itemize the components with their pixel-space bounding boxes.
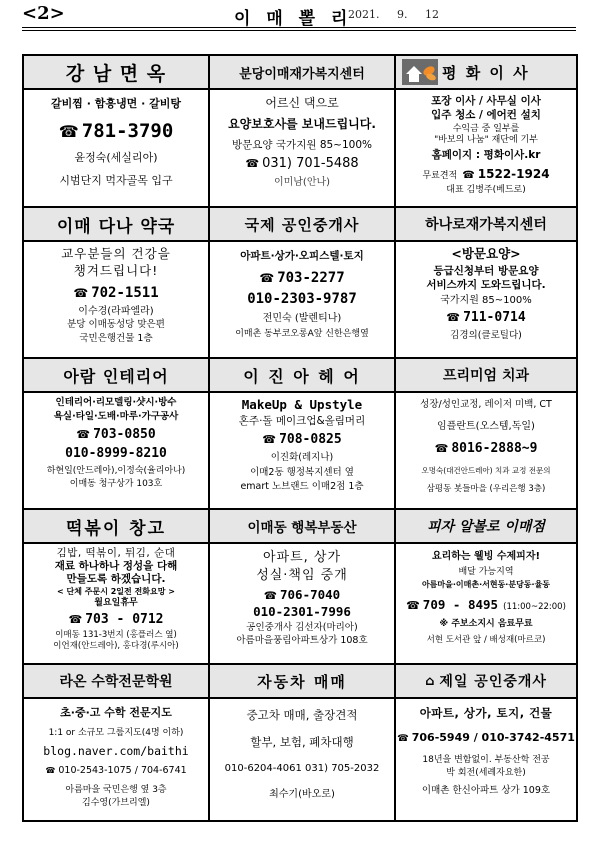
ad-line: 교우분들의 건강을: [61, 246, 171, 261]
ad-grid: [22, 54, 578, 822]
ad-car-dealer: [210, 665, 396, 820]
ad-address: 분당 이매동성당 맞은편: [67, 319, 165, 331]
ad-line: 중고차 매매, 출장견적: [246, 708, 358, 722]
ad-line: 요리하는 웰빙 수제피자!: [431, 551, 541, 562]
ad-phone: 703-2277: [277, 270, 345, 287]
ad-line: MakeUp & Upstyle: [241, 397, 363, 412]
ad-phone: 781-3790: [81, 119, 174, 142]
phone-icon: ☎: [245, 156, 260, 170]
phone-icon: ☎: [45, 766, 56, 776]
ad-title: 제일 공인중개사: [439, 674, 547, 690]
ad-haengbok-realty: [210, 510, 396, 665]
ad-mobile: 010-8999-8210: [65, 445, 167, 461]
ad-line: 요양보호사를 보내드립니다.: [228, 116, 376, 131]
ad-owner: 대표 김병주(베드로): [446, 185, 526, 196]
ad-line: 성실·책임 중개: [256, 567, 348, 583]
ad-owner: 이언재(안드레아), 홍다경(루시아): [53, 641, 179, 652]
ad-owner: 박 회전(세례자요한): [446, 768, 526, 779]
ad-line: 혼주·돌 메이크업&올림머리: [238, 415, 366, 428]
ad-mobile: 010-2303-9787: [247, 291, 357, 308]
ad-title: 분당이매재가복지센터: [210, 56, 394, 90]
header-rule: [22, 27, 576, 28]
ad-dana-pharmacy: [24, 208, 210, 359]
ad-line: 1:1 or 소규모 그룹지도(4명 이하): [48, 727, 184, 738]
ad-phone: 010-2543-1075 / 704-6741: [58, 765, 187, 777]
phone-icon: ☎: [259, 271, 275, 286]
ad-owner: 이수경(라파엘라): [78, 305, 154, 317]
ad-address: 아름마을풍림아파트상가 108호: [236, 634, 368, 646]
ad-pizza-alvolo: [396, 510, 576, 665]
publication-name: 이 매 뽈 리: [234, 9, 353, 29]
ad-phone: 031) 701-5488: [262, 155, 359, 171]
ad-line: 월요일휴무: [94, 598, 138, 609]
phone-icon: ☎: [262, 433, 277, 447]
ad-line: 등급신청부터 방문요양: [433, 265, 539, 278]
phone-icon: ☎: [68, 612, 83, 626]
house-icon: ⌂: [425, 673, 436, 689]
ad-line: 수익금 중 일부를: [452, 124, 520, 135]
phone-icon: ☎: [58, 121, 79, 141]
ad-title: 피자 알볼로 이매점: [396, 510, 576, 544]
ad-title: 프리미엄 치과: [396, 359, 576, 393]
ad-line: 챙겨드립니다!: [73, 263, 159, 279]
ad-line: 성장/성인교정, 레이저 미백, CT: [420, 399, 552, 410]
ad-line: 아파트·상가·오피스텔·토지: [240, 250, 364, 262]
ad-hanaro-welfare: [396, 208, 576, 359]
ad-address: 삼평동 봇들마을 (우리은행 3층): [426, 483, 546, 494]
phone-icon: ☎: [397, 733, 409, 745]
ad-title: 아람 인테리어: [24, 359, 208, 393]
ad-line: 포장 이사 / 사무실 이사: [431, 95, 541, 107]
ad-address: 이매2동 행정복지센터 옆: [250, 467, 354, 479]
ad-line: ※ 주보소지시 음료무료: [439, 619, 533, 630]
ad-title: 라온 수학전문학원: [24, 665, 208, 699]
ad-tteokbokki-changgo: [24, 510, 210, 665]
ad-address: 아름마을 국민은행 옆 3층: [65, 785, 167, 796]
ad-line: 어르신 댁으로: [265, 96, 339, 110]
ad-bundang-imae-welfare: [210, 56, 396, 208]
ad-phone: 8016-2888~9: [451, 441, 538, 457]
house-leaf-logo-icon: [402, 59, 438, 85]
phone-icon: ☎: [263, 588, 277, 602]
ad-line: 재료 하나하나 정성을 다해: [54, 560, 178, 573]
ad-owner: 하현일(안드레아),이정숙(율리아나): [46, 465, 186, 476]
ad-title: 이매 다나 약국: [24, 208, 208, 242]
ad-menu: 갈비찜 · 함흥냉면 · 갈비탕: [51, 97, 181, 110]
page-header: [22, 3, 576, 27]
ad-title: 평 화 이 사: [442, 63, 530, 82]
ad-address: emart 노브랜드 이매2점 1층: [240, 481, 364, 493]
ad-address: 서현 도서관 앞 / 배성재(마르코): [426, 634, 546, 645]
phone-icon: ☎: [462, 169, 475, 181]
ad-phone: 709 - 8495: [422, 597, 499, 613]
ad-phone: 706-5949 / 010-3742-4571: [411, 731, 575, 745]
ad-phone: 703 - 0712: [85, 611, 164, 627]
ad-phone: 706-7040: [280, 586, 341, 602]
ad-address: 국민은행건물 1층: [79, 333, 153, 345]
issue-date: 2021. 9. 12: [348, 8, 439, 21]
ad-owner: 오명숙(대건안드레아) 치과 교정 전문의: [421, 466, 551, 476]
ad-blog: blog.naver.com/baithi: [43, 743, 189, 758]
ad-pyeonghwa-moving: [396, 56, 576, 208]
ad-title: 국제 공인중개사: [210, 208, 394, 242]
ad-owner: 최수기(바오로): [269, 788, 335, 800]
ad-address: 이매촌 한신아파트 상가 109호: [421, 784, 551, 796]
phone-icon: ☎: [446, 311, 461, 324]
phone-icon: ☎: [434, 442, 449, 456]
ad-owner: 전민숙 (발렌티나): [262, 313, 342, 325]
ad-line: 아파트, 상가, 토지, 건물: [419, 706, 553, 720]
ad-hours: (11:00~22:00): [503, 602, 566, 613]
ad-line: 배달 가능지역: [458, 566, 514, 577]
ad-line: 서비스까지 도와드립니다.: [426, 279, 546, 292]
ad-phone: 708-0825: [279, 432, 342, 448]
ad-line: "바보의 나눔" 재단에 기부: [434, 135, 538, 146]
ad-line: 18년을 변함없이. 부동산학 전공: [422, 754, 550, 765]
ad-line: 만들도록 하겠습니다.: [66, 573, 166, 586]
ad-delivery-area: 아름마을·이매촌·서현동·분당동·율동: [421, 579, 551, 589]
ad-line: <방문요양>: [451, 246, 521, 261]
ad-owner: 윤정숙(세실리아): [74, 151, 158, 165]
ad-jeil-realtor: [396, 665, 576, 820]
ad-premium-dental: [396, 359, 576, 510]
ad-line: 김밥, 떡볶이, 튀김, 순대: [56, 547, 176, 559]
ad-line: 아파트, 상가: [262, 550, 342, 565]
ad-owner: 이진화(레지나): [270, 452, 334, 464]
ad-phone: 010-6204-4061 031) 705-2032: [224, 763, 380, 775]
ad-title: 이 진 아 헤 어: [210, 359, 394, 393]
header-rule-secondary: [22, 30, 576, 31]
ad-gukje-realtor: [210, 208, 396, 359]
ad-aram-interior: [24, 359, 210, 510]
ad-phone: 711-0714: [463, 310, 526, 325]
phone-icon: ☎: [76, 427, 91, 441]
ad-homepage: 홈페이지 : 평화이사.kr: [431, 148, 541, 161]
ad-gangnam-myeonok: [24, 56, 210, 208]
page-number: <2>: [22, 3, 65, 24]
ad-address: 시범단지 먹자골목 입구: [59, 174, 173, 188]
ad-owner: 김경의(클로틸다): [450, 329, 522, 341]
ad-title: 자동차 매매: [210, 665, 394, 699]
ad-address: 이매촌 동부코오롱A앞 신한은행옆: [235, 328, 369, 339]
ad-raon-math-academy: [24, 665, 210, 820]
ad-line: 무료견적: [422, 170, 458, 181]
ad-mobile: 010-2301-7996: [253, 604, 351, 620]
ad-title: 떡볶이 창고: [24, 510, 208, 544]
ad-title: 하나로재가복지센터: [396, 208, 576, 242]
ad-line: 국가지원 85~100%: [440, 294, 532, 306]
ad-line: 임플란트(오스템,독일): [437, 420, 535, 432]
ad-phone: 703-0850: [93, 426, 156, 442]
phone-icon: ☎: [406, 599, 420, 613]
ad-address: 이매동 131-3번지 (홍플러스 옆): [55, 629, 177, 640]
ad-line: 할부, 보험, 폐차대행: [250, 735, 354, 750]
ad-line: 욕실·타일·도배·마루·가구공사: [53, 410, 179, 422]
ad-line: 초·중·고 수학 전문지도: [60, 706, 172, 719]
ad-owner: 공인중개사 김선자(마리아): [246, 621, 358, 633]
ad-phone: 702-1511: [91, 284, 159, 301]
ad-line: 인테리어·리모델링·샷시·방수: [55, 397, 177, 408]
ad-owner: 이미남(안나): [273, 176, 331, 188]
ad-ijina-hair: [210, 359, 396, 510]
ad-line: < 단체 주문시 2일전 전화요망 >: [57, 587, 175, 597]
ad-title: 강 남 면 옥: [24, 56, 208, 90]
ad-owner: 김수영(가브리엘): [82, 798, 150, 809]
ad-line: 방문요양 국가지원 85~100%: [232, 138, 372, 151]
ad-title: 이매동 행복부동산: [210, 510, 394, 544]
ad-phone: 1522-1924: [477, 166, 550, 181]
ad-line: 입주 청소 / 에어컨 설치: [431, 109, 541, 122]
ad-address: 이매동 청구상가 103호: [69, 479, 163, 490]
phone-icon: ☎: [73, 285, 89, 300]
